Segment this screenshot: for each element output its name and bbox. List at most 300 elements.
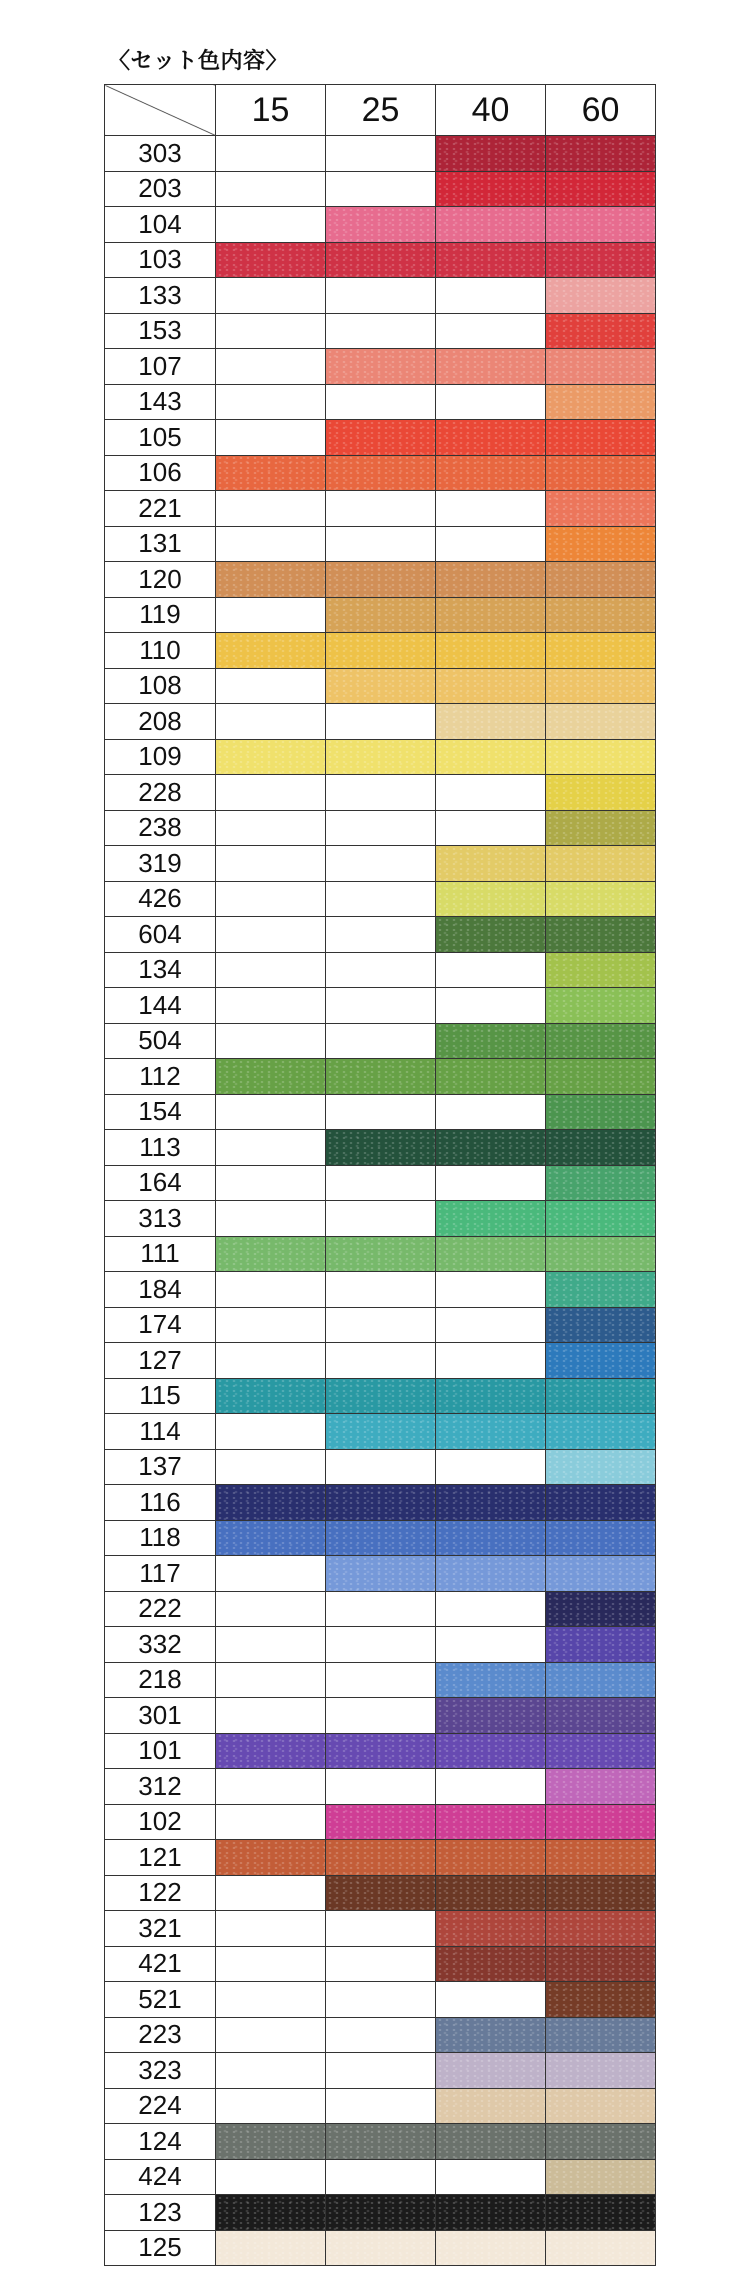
color-swatch-cell — [436, 1059, 546, 1095]
empty-cell — [216, 1023, 326, 1059]
color-swatch-cell — [436, 2230, 546, 2266]
empty-cell — [216, 2088, 326, 2124]
color-code-cell: 113 — [105, 1130, 216, 1166]
color-swatch-cell — [546, 420, 656, 456]
empty-cell — [216, 704, 326, 740]
color-row — [105, 1911, 656, 1947]
color-swatch-cell — [326, 1414, 436, 1450]
empty-cell — [436, 952, 546, 988]
color-row — [105, 1840, 656, 1876]
color-swatch-cell — [546, 2124, 656, 2160]
color-swatch-cell — [436, 1946, 546, 1982]
color-code-cell: 301 — [105, 1698, 216, 1734]
set-size-header: 15 — [216, 85, 326, 136]
color-row — [105, 526, 656, 562]
color-row — [105, 1343, 656, 1379]
color-swatch-cell — [216, 2230, 326, 2266]
color-code-cell: 137 — [105, 1449, 216, 1485]
color-code-cell: 115 — [105, 1378, 216, 1414]
color-swatch-cell — [546, 1201, 656, 1237]
color-row — [105, 775, 656, 811]
color-swatch-cell — [326, 1875, 436, 1911]
color-swatch-cell — [546, 1662, 656, 1698]
color-code-cell: 312 — [105, 1769, 216, 1805]
empty-cell — [436, 1982, 546, 2018]
empty-cell — [326, 704, 436, 740]
color-row — [105, 1236, 656, 1272]
color-swatch-cell — [546, 810, 656, 846]
color-row — [105, 1485, 656, 1521]
color-row — [105, 1414, 656, 1450]
color-code-cell: 321 — [105, 1911, 216, 1947]
color-swatch-cell — [436, 1520, 546, 1556]
empty-cell — [216, 775, 326, 811]
empty-cell — [326, 846, 436, 882]
color-code-cell: 228 — [105, 775, 216, 811]
color-swatch-cell — [546, 988, 656, 1024]
empty-cell — [216, 810, 326, 846]
color-swatch-cell — [216, 2195, 326, 2231]
color-swatch-cell — [546, 526, 656, 562]
empty-cell — [326, 313, 436, 349]
color-code-cell: 106 — [105, 455, 216, 491]
empty-cell — [216, 384, 326, 420]
color-swatch-cell — [326, 2230, 436, 2266]
color-row — [105, 420, 656, 456]
color-swatch-cell — [546, 739, 656, 775]
color-swatch-cell — [326, 349, 436, 385]
color-code-cell: 109 — [105, 739, 216, 775]
color-swatch-cell — [546, 1023, 656, 1059]
color-code-cell: 112 — [105, 1059, 216, 1095]
color-swatch-cell — [326, 2195, 436, 2231]
color-swatch-cell — [326, 1733, 436, 1769]
color-row — [105, 704, 656, 740]
color-swatch-cell — [326, 420, 436, 456]
color-code-cell: 426 — [105, 881, 216, 917]
color-row — [105, 1591, 656, 1627]
empty-cell — [216, 136, 326, 172]
color-row — [105, 846, 656, 882]
color-code-cell: 222 — [105, 1591, 216, 1627]
color-swatch-cell — [436, 597, 546, 633]
empty-cell — [216, 1414, 326, 1450]
color-swatch-cell — [546, 1804, 656, 1840]
color-code-cell: 313 — [105, 1201, 216, 1237]
color-code-cell: 134 — [105, 952, 216, 988]
color-swatch-cell — [326, 739, 436, 775]
color-swatch-cell — [216, 633, 326, 669]
color-code-cell: 323 — [105, 2053, 216, 2089]
color-swatch-cell — [216, 1236, 326, 1272]
color-swatch-cell — [436, 2195, 546, 2231]
empty-cell — [326, 1023, 436, 1059]
color-swatch-cell — [546, 562, 656, 598]
color-code-cell: 143 — [105, 384, 216, 420]
color-swatch-cell — [436, 1733, 546, 1769]
empty-cell — [216, 1272, 326, 1308]
empty-cell — [216, 1982, 326, 2018]
color-swatch-cell — [216, 2124, 326, 2160]
empty-cell — [326, 1662, 436, 1698]
color-code-cell: 223 — [105, 2017, 216, 2053]
color-swatch-cell — [546, 846, 656, 882]
empty-cell — [326, 1343, 436, 1379]
color-row — [105, 1023, 656, 1059]
empty-cell — [216, 1911, 326, 1947]
empty-cell — [326, 2017, 436, 2053]
color-swatch-cell — [326, 1236, 436, 1272]
color-code-cell: 122 — [105, 1875, 216, 1911]
empty-cell — [216, 526, 326, 562]
empty-cell — [216, 846, 326, 882]
color-code-cell: 164 — [105, 1165, 216, 1201]
empty-cell — [216, 2017, 326, 2053]
empty-cell — [216, 1627, 326, 1663]
color-code-cell: 421 — [105, 1946, 216, 1982]
empty-cell — [436, 810, 546, 846]
color-row — [105, 1520, 656, 1556]
color-row — [105, 1201, 656, 1237]
color-swatch-cell — [546, 1307, 656, 1343]
color-swatch-cell — [436, 171, 546, 207]
color-code-cell: 120 — [105, 562, 216, 598]
color-swatch-cell — [546, 668, 656, 704]
color-swatch-cell — [546, 1769, 656, 1805]
color-swatch-cell — [546, 1982, 656, 2018]
color-swatch-cell — [326, 668, 436, 704]
empty-cell — [216, 1698, 326, 1734]
set-size-header: 40 — [436, 85, 546, 136]
empty-cell — [436, 988, 546, 1024]
color-swatch-cell — [436, 668, 546, 704]
color-swatch-cell — [546, 1875, 656, 1911]
color-code-cell: 224 — [105, 2088, 216, 2124]
color-swatch-cell — [436, 1556, 546, 1592]
empty-cell — [326, 2053, 436, 2089]
empty-cell — [216, 491, 326, 527]
header-row — [105, 85, 656, 136]
empty-cell — [326, 171, 436, 207]
empty-cell — [216, 1201, 326, 1237]
color-swatch-cell — [216, 1059, 326, 1095]
color-row — [105, 739, 656, 775]
color-swatch-cell — [546, 1911, 656, 1947]
color-swatch-cell — [326, 633, 436, 669]
empty-cell — [436, 1627, 546, 1663]
empty-cell — [216, 1769, 326, 1805]
empty-cell — [436, 1094, 546, 1130]
color-row — [105, 2017, 656, 2053]
empty-cell — [436, 2159, 546, 2195]
color-row — [105, 2159, 656, 2195]
empty-cell — [216, 2053, 326, 2089]
color-code-cell: 504 — [105, 1023, 216, 1059]
color-code-cell: 133 — [105, 278, 216, 314]
color-code-cell: 424 — [105, 2159, 216, 2195]
color-swatch-cell — [546, 313, 656, 349]
empty-cell — [326, 1449, 436, 1485]
color-code-cell: 118 — [105, 1520, 216, 1556]
color-code-cell: 103 — [105, 242, 216, 278]
color-swatch-cell — [216, 242, 326, 278]
color-swatch-cell — [436, 1662, 546, 1698]
color-row — [105, 1165, 656, 1201]
color-code-cell: 208 — [105, 704, 216, 740]
color-row — [105, 1946, 656, 1982]
color-code-cell: 117 — [105, 1556, 216, 1592]
color-code-cell: 102 — [105, 1804, 216, 1840]
color-row — [105, 207, 656, 243]
color-code-cell: 116 — [105, 1485, 216, 1521]
color-swatch-cell — [436, 136, 546, 172]
empty-cell — [216, 171, 326, 207]
color-swatch-cell — [546, 242, 656, 278]
color-code-cell: 154 — [105, 1094, 216, 1130]
color-swatch-cell — [546, 1414, 656, 1450]
empty-cell — [326, 2088, 436, 2124]
empty-cell — [216, 1094, 326, 1130]
color-swatch-cell — [546, 2053, 656, 2089]
color-swatch-cell — [216, 1378, 326, 1414]
color-row — [105, 2124, 656, 2160]
color-row — [105, 2053, 656, 2089]
color-swatch-cell — [326, 207, 436, 243]
color-code-cell: 153 — [105, 313, 216, 349]
color-row — [105, 491, 656, 527]
empty-cell — [436, 1591, 546, 1627]
color-swatch-cell — [546, 2195, 656, 2231]
color-swatch-cell — [546, 455, 656, 491]
color-swatch-cell — [546, 1840, 656, 1876]
color-row — [105, 1130, 656, 1166]
color-swatch-cell — [546, 881, 656, 917]
page-title: 〈セット色内容〉 — [108, 49, 289, 74]
color-swatch-cell — [436, 846, 546, 882]
color-row — [105, 633, 656, 669]
empty-cell — [436, 1307, 546, 1343]
color-row — [105, 1094, 656, 1130]
empty-cell — [216, 1307, 326, 1343]
color-row — [105, 917, 656, 953]
empty-cell — [326, 1094, 436, 1130]
color-swatch-cell — [546, 1627, 656, 1663]
color-swatch-cell — [546, 384, 656, 420]
color-swatch-cell — [436, 633, 546, 669]
color-code-cell: 119 — [105, 597, 216, 633]
color-code-cell: 105 — [105, 420, 216, 456]
color-swatch-cell — [326, 562, 436, 598]
empty-cell — [216, 917, 326, 953]
color-code-cell: 107 — [105, 349, 216, 385]
color-row — [105, 1307, 656, 1343]
color-row — [105, 668, 656, 704]
empty-cell — [216, 597, 326, 633]
color-swatch-cell — [436, 917, 546, 953]
color-swatch-cell — [216, 1485, 326, 1521]
empty-cell — [326, 1201, 436, 1237]
color-swatch-cell — [436, 1236, 546, 1272]
color-swatch-cell — [546, 917, 656, 953]
empty-cell — [326, 491, 436, 527]
empty-cell — [436, 1165, 546, 1201]
color-swatch-cell — [216, 455, 326, 491]
color-row — [105, 455, 656, 491]
empty-cell — [326, 1946, 436, 1982]
color-row — [105, 313, 656, 349]
color-swatch-cell — [436, 1414, 546, 1450]
empty-cell — [216, 988, 326, 1024]
color-swatch-cell — [546, 2088, 656, 2124]
empty-cell — [326, 917, 436, 953]
empty-cell — [216, 420, 326, 456]
color-swatch-cell — [326, 1520, 436, 1556]
color-row — [105, 1627, 656, 1663]
color-code-cell: 238 — [105, 810, 216, 846]
empty-cell — [326, 136, 436, 172]
color-swatch-cell — [546, 1449, 656, 1485]
color-swatch-cell — [546, 1343, 656, 1379]
empty-cell — [436, 384, 546, 420]
empty-cell — [436, 1449, 546, 1485]
color-swatch-cell — [326, 1556, 436, 1592]
color-row — [105, 349, 656, 385]
color-row — [105, 562, 656, 598]
color-swatch-cell — [546, 1094, 656, 1130]
empty-cell — [326, 775, 436, 811]
color-swatch-cell — [546, 2017, 656, 2053]
color-swatch-cell — [546, 775, 656, 811]
color-row — [105, 810, 656, 846]
color-swatch-cell — [436, 739, 546, 775]
color-swatch-cell — [546, 136, 656, 172]
color-code-cell: 123 — [105, 2195, 216, 2231]
color-rows — [105, 136, 656, 2266]
empty-cell — [326, 1272, 436, 1308]
color-swatch-cell — [436, 562, 546, 598]
color-code-cell: 108 — [105, 668, 216, 704]
color-swatch-cell — [546, 1591, 656, 1627]
color-code-cell: 604 — [105, 917, 216, 953]
color-swatch-cell — [546, 1378, 656, 1414]
color-swatch-cell — [436, 2017, 546, 2053]
color-swatch-cell — [546, 1556, 656, 1592]
color-swatch-cell — [326, 1804, 436, 1840]
color-code-cell: 101 — [105, 1733, 216, 1769]
color-row — [105, 2195, 656, 2231]
color-swatch-cell — [436, 1698, 546, 1734]
color-swatch-cell — [546, 1165, 656, 1201]
color-code-cell: 104 — [105, 207, 216, 243]
color-row — [105, 988, 656, 1024]
color-swatch-cell — [326, 1378, 436, 1414]
color-swatch-cell — [436, 1378, 546, 1414]
color-row — [105, 1449, 656, 1485]
empty-cell — [216, 1662, 326, 1698]
color-row — [105, 1698, 656, 1734]
empty-cell — [216, 1804, 326, 1840]
color-swatch-cell — [546, 1130, 656, 1166]
color-row — [105, 1804, 656, 1840]
color-swatch-cell — [436, 704, 546, 740]
empty-cell — [326, 1769, 436, 1805]
color-swatch-cell — [436, 1804, 546, 1840]
empty-cell — [326, 881, 436, 917]
empty-cell — [326, 1982, 436, 2018]
empty-cell — [326, 1591, 436, 1627]
color-code-cell: 174 — [105, 1307, 216, 1343]
color-row — [105, 597, 656, 633]
color-code-cell: 131 — [105, 526, 216, 562]
color-swatch-cell — [546, 597, 656, 633]
empty-cell — [326, 1307, 436, 1343]
color-swatch-cell — [326, 455, 436, 491]
color-row — [105, 1662, 656, 1698]
color-code-cell: 127 — [105, 1343, 216, 1379]
empty-cell — [216, 207, 326, 243]
color-code-cell: 114 — [105, 1414, 216, 1450]
color-swatch-cell — [436, 1130, 546, 1166]
empty-cell — [436, 278, 546, 314]
color-swatch-cell — [436, 881, 546, 917]
color-row — [105, 171, 656, 207]
color-swatch-cell — [326, 2124, 436, 2160]
color-code-cell: 332 — [105, 1627, 216, 1663]
color-swatch-cell — [436, 1201, 546, 1237]
color-row — [105, 1272, 656, 1308]
color-swatch-cell — [326, 242, 436, 278]
color-swatch-cell — [216, 1733, 326, 1769]
empty-cell — [326, 1911, 436, 1947]
empty-cell — [326, 952, 436, 988]
color-swatch-cell — [436, 1840, 546, 1876]
color-code-cell: 125 — [105, 2230, 216, 2266]
color-swatch-cell — [546, 952, 656, 988]
color-row — [105, 881, 656, 917]
color-row — [105, 2088, 656, 2124]
empty-cell — [216, 881, 326, 917]
empty-cell — [326, 2159, 436, 2195]
color-row — [105, 278, 656, 314]
empty-cell — [216, 278, 326, 314]
color-row — [105, 1769, 656, 1805]
empty-cell — [216, 952, 326, 988]
corner-header-cell — [105, 85, 216, 136]
empty-cell — [436, 491, 546, 527]
color-swatch-cell — [546, 1236, 656, 1272]
empty-cell — [326, 384, 436, 420]
color-row — [105, 952, 656, 988]
color-code-cell: 110 — [105, 633, 216, 669]
color-swatch-cell — [326, 1130, 436, 1166]
color-swatch-cell — [436, 2088, 546, 2124]
color-row — [105, 242, 656, 278]
empty-cell — [326, 988, 436, 1024]
empty-cell — [436, 1272, 546, 1308]
color-code-cell: 144 — [105, 988, 216, 1024]
color-swatch-cell — [436, 455, 546, 491]
color-code-cell: 184 — [105, 1272, 216, 1308]
empty-cell — [216, 1946, 326, 1982]
color-set-table — [104, 84, 656, 2266]
empty-cell — [326, 1165, 436, 1201]
set-size-header: 25 — [326, 85, 436, 136]
empty-cell — [326, 526, 436, 562]
empty-cell — [216, 1449, 326, 1485]
empty-cell — [326, 1627, 436, 1663]
color-swatch-cell — [546, 2230, 656, 2266]
empty-cell — [326, 278, 436, 314]
